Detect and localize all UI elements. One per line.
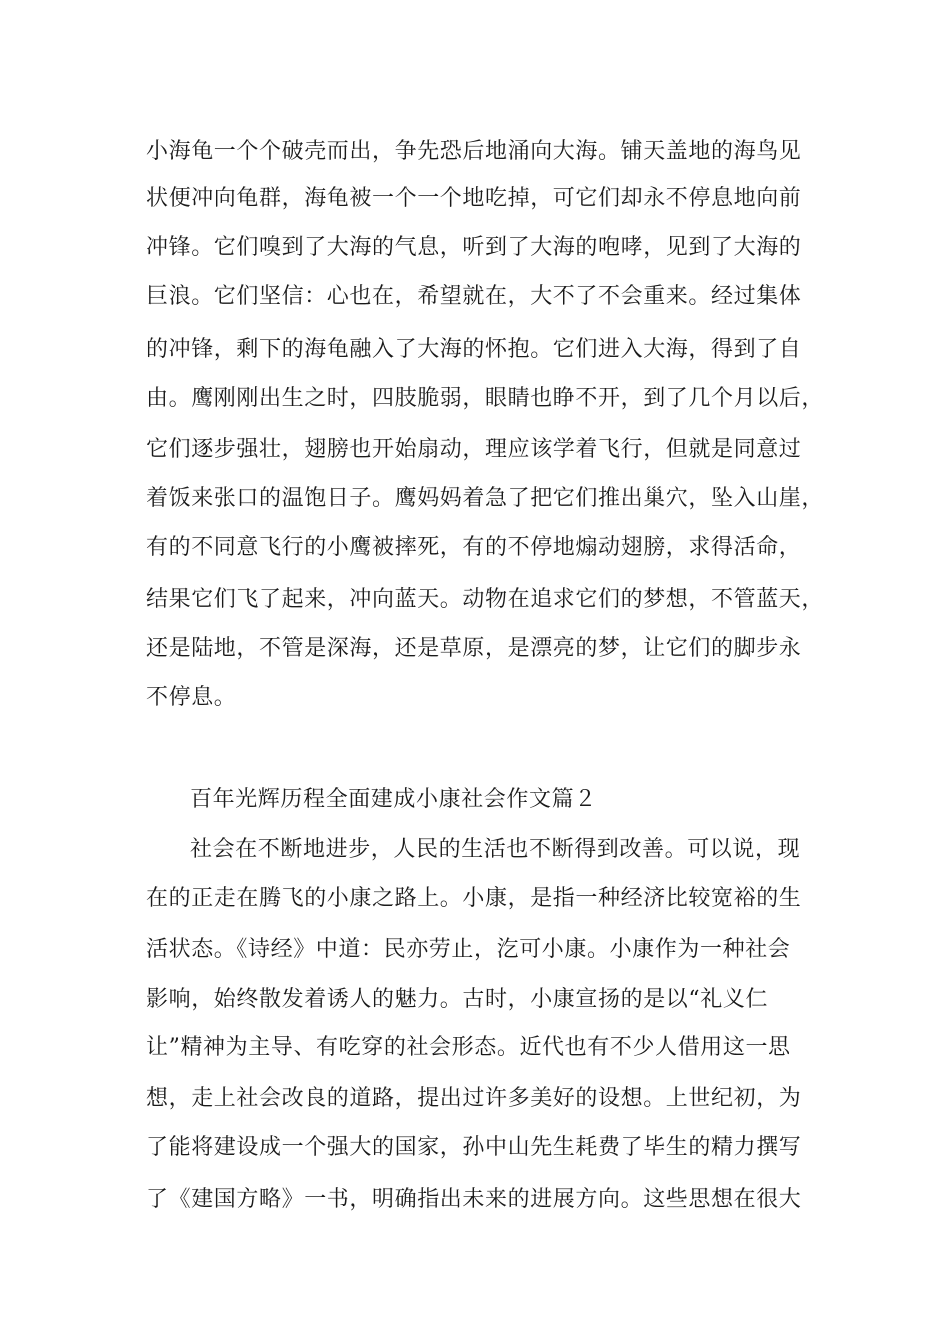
text-line: 它们逐步强壮，翅膀也开始扇动，理应该学着飞行，但就是同意过 [146, 437, 802, 462]
text-line: 状便冲向龟群，海龟被一个一个地吃掉，可它们却永不停息地向前 [146, 186, 802, 211]
text-line: 小海龟一个个破壳而出，争先恐后地涌向大海。铺天盖地的海鸟见 [146, 139, 802, 164]
text-line: 在的正走在腾飞的小康之路上。小康，是指一种经济比较宽裕的生 [146, 886, 802, 911]
text-line: 社会在不断地进步，人民的生活也不断得到改善。可以说，现 [190, 837, 801, 862]
text-line: 活状态。《诗经》中道：民亦劳止，汔可小康。小康作为一种社会 [146, 937, 791, 962]
text-line: 还是陆地，不管是深海，还是草原，是漂亮的梦，让它们的脚步永 [146, 636, 802, 661]
text-line: 了能将建设成一个强大的国家，孙中山先生耗费了毕生的精力撰写 [146, 1135, 802, 1160]
text-line: 冲锋。它们嗅到了大海的气息，听到了大海的咆哮，见到了大海的 [146, 235, 802, 260]
text-line: 巨浪。它们坚信：心也在，希望就在，大不了不会重来。经过集体 [146, 284, 802, 309]
text-line: 想，走上社会改良的道路，提出过许多美好的设想。上世纪初，为 [146, 1086, 802, 1111]
text-line: 让”精神为主导、有吃穿的社会形态。近代也有不少人借用这一思 [146, 1035, 791, 1060]
text-line: 不停息。 [146, 685, 237, 710]
text-line: 了《建国方略》一书，明确指出未来的进展方向。这些思想在很大 [146, 1187, 802, 1212]
text-line: 着饭来张口的温饱日子。鹰妈妈着急了把它们推出巢穴，坠入山崖， [146, 486, 825, 511]
text-line: 的冲锋，剩下的海龟融入了大海的怀抱。它们进入大海，得到了自 [146, 337, 802, 362]
section-heading: 百年光辉历程全面建成小康社会作文篇２ [190, 787, 597, 812]
text-line: 由。鹰刚刚出生之时，四肢脆弱，眼睛也睁不开，到了几个月以后， [146, 386, 825, 411]
text-line: 影响，始终散发着诱人的魅力。古时，小康宣扬的是以“礼义仁 [146, 987, 769, 1012]
text-line: 有的不同意飞行的小鹰被摔死，有的不停地煽动翅膀，求得活命， [146, 535, 802, 560]
text-line: 结果它们飞了起来，冲向蓝天。动物在追求它们的梦想，不管蓝天， [146, 587, 825, 612]
